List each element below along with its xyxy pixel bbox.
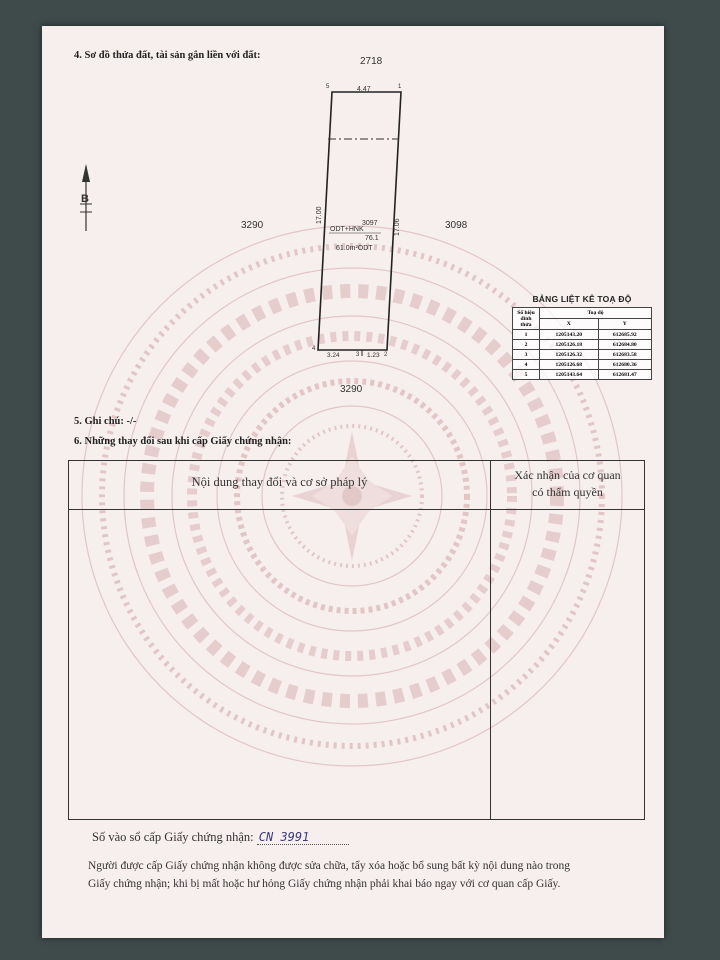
row-y: 612685.92: [598, 330, 651, 340]
north-arrow-label: B: [81, 193, 89, 205]
row-y: 612681.47: [598, 370, 651, 380]
row-x: 1205126.32: [540, 350, 599, 360]
certificate-page: [42, 26, 664, 938]
table-row: [513, 340, 652, 350]
coordinate-table-title: BẢNG LIỆT KÊ TOẠ ĐỘ: [532, 294, 632, 304]
vertex-4: 4: [312, 346, 316, 352]
neighbor-top: 2718: [360, 56, 383, 67]
footer-note-1: Người được cấp Giấy chứng nhận không được sửa chữa, tẩy xóa hoặc bổ sung bất kỳ nội dung nào trong: [88, 860, 570, 872]
row-x: 1205126.68: [540, 360, 599, 370]
changes-table: [68, 460, 645, 820]
vertex-3: 3: [356, 352, 360, 358]
authority-line-1: Xác nhận của cơ quan: [514, 468, 621, 482]
footer-note-2: Giấy chứng nhận; khi bị mất hoặc hư hỏng Giấy chứng nhận phải khai báo ngay với cơ quan cấp Giấy.: [88, 878, 561, 890]
row-point: 2: [513, 340, 540, 350]
neighbor-left: 3290: [241, 220, 264, 231]
vertex-1: 1: [398, 84, 402, 90]
row-y: 612680.36: [598, 360, 651, 370]
table-row: [513, 370, 652, 380]
parcel-outline: [318, 92, 401, 350]
header-coord: Toạ độ: [540, 308, 652, 319]
row-point: 4: [513, 360, 540, 370]
table-row: [513, 350, 652, 360]
coordinate-grid: [512, 307, 652, 380]
register-line: [92, 830, 349, 845]
authority-line-2: có thẩm quyền: [532, 485, 603, 499]
table-row: [513, 360, 652, 370]
section-5-heading: 5. Ghi chú: -/-: [74, 416, 137, 427]
parcel-area: 76.1: [365, 235, 379, 242]
table-row: [513, 330, 652, 340]
row-point: 3: [513, 350, 540, 360]
neighbor-right: 3098: [445, 220, 468, 231]
edge-left-length: 17.00: [316, 206, 323, 224]
edge-right-length: 17.06: [394, 218, 401, 236]
row-x: 1205143.20: [540, 330, 599, 340]
changes-column-divider: [69, 461, 491, 819]
row-x: 1205143.64: [540, 370, 599, 380]
parcel-sub-area: 61.0m²ODT: [336, 245, 373, 252]
header-y: Y: [598, 319, 651, 330]
edge-top-length: 4.47: [357, 86, 371, 93]
register-number: CN 3991: [257, 830, 350, 845]
section-6-heading: 6. Những thay đổi sau khi cấp Giấy chứng nhận:: [74, 436, 292, 447]
header-x: X: [540, 319, 599, 330]
changes-header-authority: [491, 467, 644, 501]
changes-header-content: Nội dung thay đổi và cơ sở pháp lý: [191, 475, 368, 489]
section-4-heading: 4. Sơ đồ thửa đất, tài sản gắn liền với đất:: [74, 50, 261, 61]
row-x: 1205126.18: [540, 340, 599, 350]
row-point: 5: [513, 370, 540, 380]
vertex-2: 2: [384, 352, 388, 358]
row-point: 1: [513, 330, 540, 340]
register-label: Số vào sổ cấp Giấy chứng nhận:: [92, 830, 254, 844]
edge-bottom-right-length: 1.23: [367, 352, 380, 359]
neighbor-bottom: 3290: [340, 384, 363, 395]
edge-bottom-left-length: 3.24: [327, 352, 340, 359]
parcel-number: 3097: [362, 220, 378, 227]
parcel-land-use: ODT+HNK: [330, 226, 364, 233]
vertex-5: 5: [326, 84, 330, 90]
row-y: 612684.80: [598, 340, 651, 350]
header-point: Số hiệu đỉnh thửa: [513, 308, 540, 330]
coordinate-table: [512, 294, 652, 380]
row-y: 612683.58: [598, 350, 651, 360]
